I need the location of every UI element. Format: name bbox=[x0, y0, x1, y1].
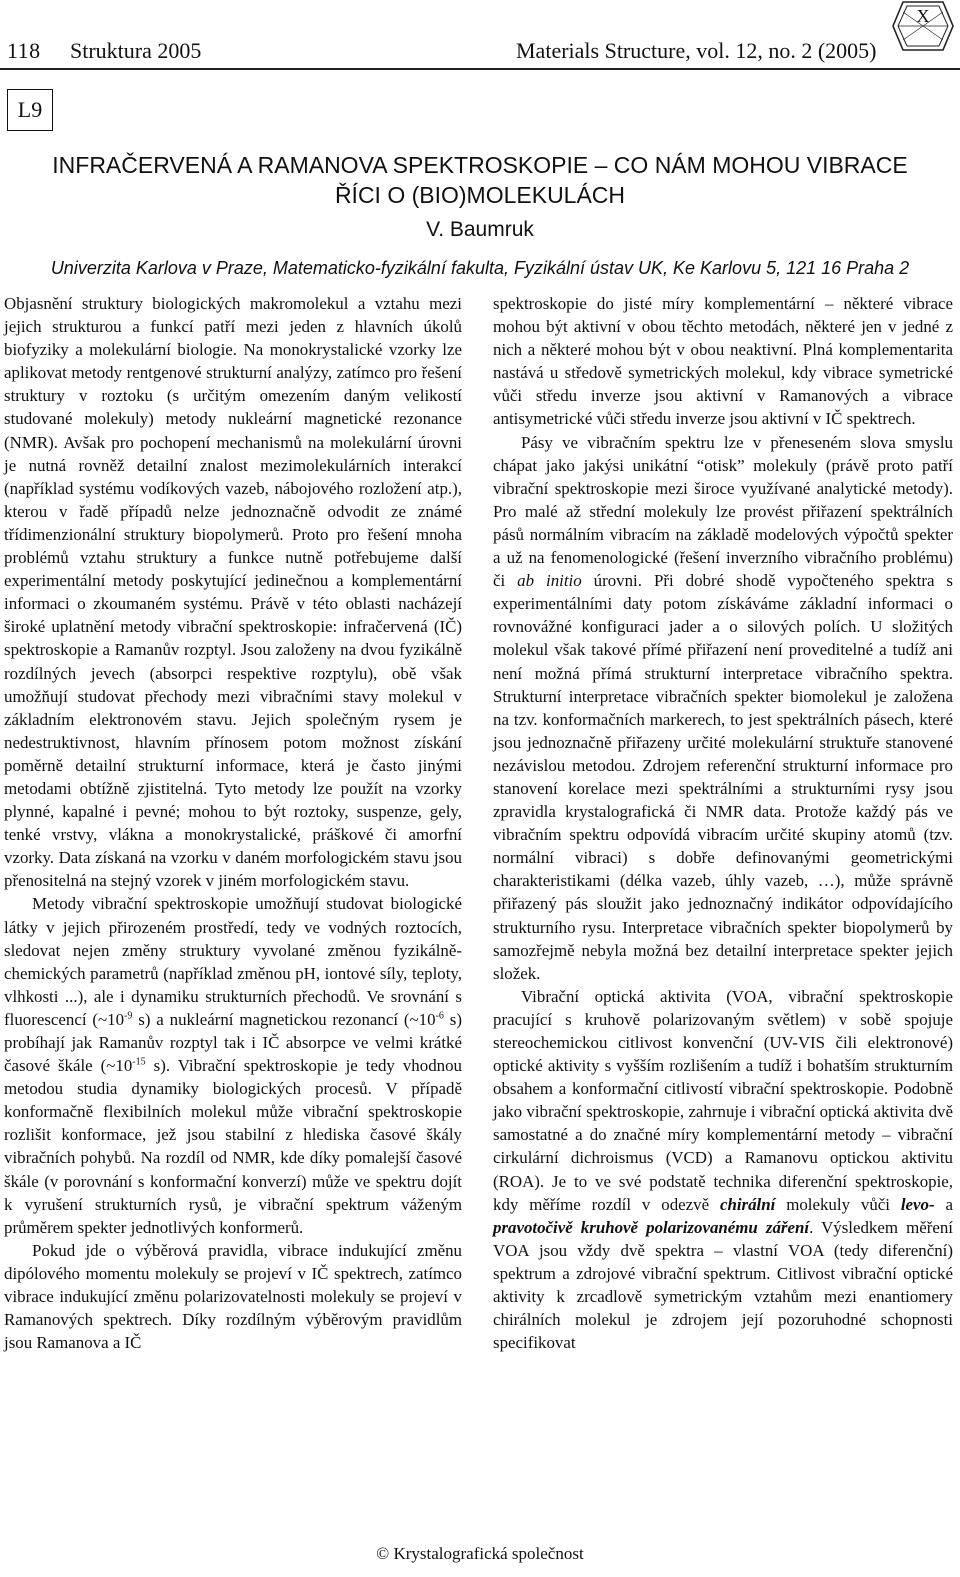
journal-logo-icon bbox=[891, 0, 955, 52]
author: V. Baumruk bbox=[426, 218, 534, 241]
logo-letter: X bbox=[916, 6, 930, 26]
affiliation: Univerzita Karlova v Praze, Matematicko-fyzikální fakulta, Fyzikální ústav UK, Ke Karlovu 5, 121 16 Praha 2 bbox=[50, 258, 910, 278]
copyright-footer: © Krystalografická společnost bbox=[376, 1544, 584, 1563]
journal-citation: Materials Structure, vol. 12, no. 2 (2005) bbox=[516, 38, 877, 63]
page-header bbox=[0, 0, 960, 72]
right-paragraph-1: spektroskopie do jisté míry komplementární – některé vibrace mohou být aktivní v obou těchto metodách, některé jen v jedné z nich a některé mohou být v obou neaktivní. Plná komplementarita nastává u středově symetrických molekul, kdy vibrace symetrické vůči středu inverze jsou aktivní v Ramanových a vibrace antisymetrické vůči středu inverze jsou aktivní v IČ spektrech. bbox=[493, 294, 953, 429]
right-paragraph-2: Pásy ve vibračním spektru lze v přeneseném slova smyslu chápat jako jakýsi unikátní “otisk” molekuly (právě proto patří vibrační spektroskopie mezi široce využívané analytické metody). Pro malé až střední molekuly lze provést přiřazení spektrálních pásů normálním vibracím na základě modelových výpočtů spekter a už na fenomenologické (řešení inverzního vibračního problému) či ab initio úrovni. Při dobré shodě vypočteného spektra s experimentálními daty potom získáváme základní informaci o rovnovážné konfiguraci jader a o silových polích. U složitých molekul však takové přímé přiřazení není proveditelné a tudíž ani není možná přímá strukturní interpretace vibračního spektra. Strukturní interpretace vibračních spekter biomolekul je založena na tzv. konformačních markerech, to jest spektrálních pásech, které jsou jednoznačně přiřazeny určité molekulární struktuře stanovené nezávislou metodou. Zdrojem referenční strukturní informace pro stanovení korelace mezi spektrálními a strukturními rysy jsou zpravidla krystalografická či NMR data. Protože každý pás ve vibračním spektru odpovídá vibracím určité skupiny atomů (tzv. normální vibraci) s dobře definovanými geometrickými charakteristikami (délka vazeb, úhly vazeb, …), může správně přiřazený pás sloužit jako jednoznačný indikátor odpovídajícího strukturního rysu. Interpretace vibračních spekter biopolymerů by samozřejmě nebyla možná bez detailní interpretace spekter jejich složek. bbox=[493, 432, 953, 983]
abstract-label: L9 bbox=[7, 89, 53, 131]
title-line-2: ŘÍCI O (BIO)MOLEKULÁCH bbox=[334, 182, 626, 208]
page-number: 118 bbox=[7, 38, 41, 63]
right-paragraph-3: Vibrační optická aktivita (VOA, vibrační spektroskopie pracující s kruhově polarizovaným světlem) v sobě spojuje stereochemickou citlivost konvenční (UV-VIS čili elektronové) optické aktivity s vyšším rozlišením a tudíž i bohatším strukturním obsahem a konformační citlivostí vibrační spektroskopie. Podobně jako vibrační spektroskopie, zahrnuje i vibrační optická aktivita dvě samostatné a do značné míry komplementární metody – vibrační cirkulární dichroismus (VCD) a Ramanovu optickou aktivitu (ROA). Je to ve své podstatě technika diferenční spektroskopie, kdy měříme rozdíl v odezvě chirální molekuly vůči levo- a pravotočivě kruhově polarizovanému záření. Výsledkem měření VOA jsou vždy dvě spektra – vlastní VOA (tedy diferenční) spektrum a zdrojové vibrační spektrum. Citlivost vibrační optické aktivity k zrcadlově symetrickým vztahům mezi enantiomery chirálních molekul je zdrojem její pozoruhodné schopnosti specifikovat bbox=[493, 986, 953, 1353]
header-rule bbox=[0, 68, 960, 70]
title-line-1: INFRAČERVENÁ A RAMANOVA SPEKTROSKOPIE – CO NÁM MOHOU VIBRACE bbox=[52, 152, 908, 178]
journal-name-czech: Struktura 2005 bbox=[70, 38, 202, 63]
left-paragraph-3: Pokud jde o výběrová pravidla, vibrace indukující změnu dipólového momentu molekuly se projeví v IČ spektrech, zatímco vibrace indukující změnu polarizovatelnosti molekuly se projeví v Ramanových spektrech. Díky rozdílným výběrovým pravidlům jsou Ramanova a IČ bbox=[4, 1240, 462, 1353]
right-column bbox=[493, 292, 953, 1354]
left-column bbox=[4, 292, 462, 1354]
article-title bbox=[0, 150, 960, 210]
left-paragraph-1: Objasnění struktury biologických makromolekul a vztahu mezi jejich strukturou a funkcí patří mezi jeden z hlavních úkolů biofyziky a molekulární biologie. Na monokrystalické vzorky lze aplikovat metody rentgenové strukturní analýzy, zatímco pro řešení struktury v roztoku (s určitým omezením daným velikostí studované molekuly) metody nukleární magnetické rezonance (NMR). Avšak pro pochopení mechanismů na molekulární úrovni je nutná rovněž detailní znalost mezimolekulárních interakcí (například systému vodíkových vazeb, nábojového rozložení atp.), kterou v řadě případů nelze jednoznačně odvodit ze známé třídimenzionální struktury biopolymerů. Proto pro řešení mnoha problémů vztahu struktury a funkce nutně potřebujeme další experimentální metody poskytující jedinečnou a komplementární informaci o zkoumaném systému. Právě v této oblasti nacházejí široké uplatnění metody vibrační spektroskopie: infračervená (IČ) spektroskopie a Ramanův rozptyl. Jsou založeny na dvou fyzikálně rozdílných jevech (absorpci respektive rozptylu), obě však umožňují studovat přechody mezi vibračními stavy molekul v základním elektronovém stavu. Jejich společným rysem je nedestruktivnost, hlavním přínosem potom možnost získání poměrně detailní strukturní informace, která je často jinými metodami obtížně zjistitelná. Tyto metody lze použít na vzorky plynné, kapalné i pevné; mohou to být roztoky, suspenze, gely, tenké vrstvy, vlákna a monokrystalické, práškové či amorfní vzorky. Data získaná na vzorku v daném morfologickém stavu jsou přenositelná na stejný vzorek v jiném morfologickém stavu. bbox=[4, 294, 462, 891]
left-paragraph-2: Metody vibrační spektroskopie umožňují studovat biologické látky v jejich přirozeném prostředí, tedy ve vodných roztocích, sledovat nejen změny struktury vyvolané změnou fyzikálně-chemických parametrů (například změnou pH, iontové síly, teploty, vlhkosti ...), ale i dynamiku strukturních přechodů. Ve srovnání s fluorescencí ($\sim 10^{-9}$ s) a nukleární magnetickou rezonancí ($\sim 10^{-6}$ s) probíhají jak Ramanův rozptyl tak i IČ absorpce ve velmi krátké časové škále ($\sim 10^{-15}$ s). Vibrační spektroskopie je tedy vhodnou metodou studia dynamiky biologických procesů. V případě konformačně flexibilních molekul může vibrační spektroskopie rozlišit konformace, jež jsou stabilní z hlediska časové škály vibračních pohybů. Na rozdíl od NMR, kde díky pomalejší časové škále (v porovnání s konformační konverzí) může ve spektru dojít k vyrušení strukturních rysů, je vibrační spektrum váženým průměrem spekter jednotlivých konformerů. bbox=[4, 894, 462, 1237]
